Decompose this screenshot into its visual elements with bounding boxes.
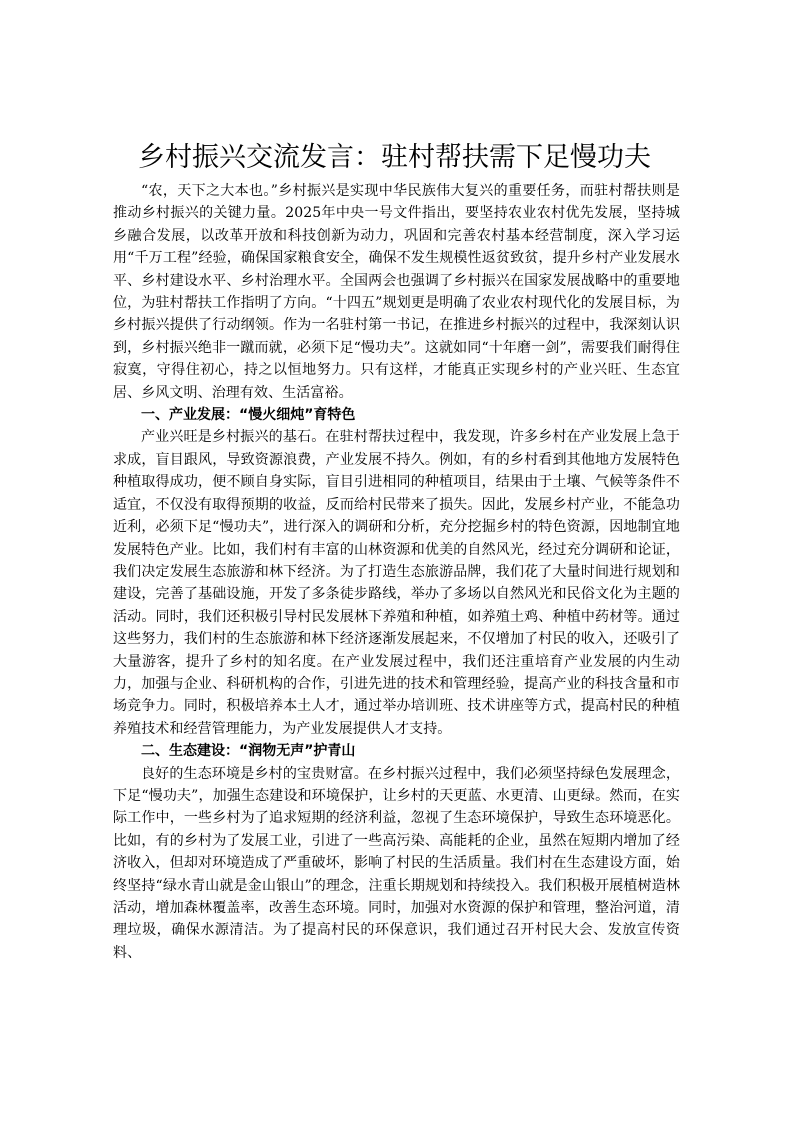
document-content xyxy=(113,140,680,964)
document-title: 乡村振兴交流发言：驻村帮扶需下足慢功夫 xyxy=(138,142,651,173)
section-heading-industry: 一、产业发展：“慢火细炖”育特色 xyxy=(141,407,356,424)
intro-paragraph: “农，天下之大本也。”乡村振兴是实现中华民族伟大复兴的重要任务，而驻村帮扶则是推动乡村振兴的关键力量。2025年中央一号文件指出，要坚持农业农村优先发展，坚持城乡融合发展，以改革开放和科技创新为动力，巩固和完善农村基本经营制度，深入学习运用“千万工程”经验，确保国家粮食安全，确保不发生规模性返贫致贫，提升乡村产业发展水平、乡村建设水平、乡村治理水平。全国两会也强调了乡村振兴在国家发展战略中的重要地位，为驻村帮扶工作指明了方向。“十四五”规划更是明确了农业农村现代化的发展目标，为乡村振兴提供了行动纲领。作为一名驻村第一书记，在推进乡村振兴的过程中，我深刻认识到，乡村振兴绝非一蹴而就，必须下足“慢功夫”。这就如同“十年磨一剑”，需要我们耐得住寂寞，守得住初心，持之以恒地努力。只有这样，才能真正实现乡村的产业兴旺、生态宜居、乡风文明、治理有效、生活富裕。 xyxy=(113,183,680,401)
section-heading-ecology: 二、生态建设：“润物无声”护青山 xyxy=(141,743,356,760)
section-body-industry: 产业兴旺是乡村振兴的基石。在驻村帮扶过程中，我发现，许多乡村在产业发展上急于求成，盲目跟风，导致资源浪费，产业发展不持久。例如，有的乡村看到其他地方发展特色种植取得成功，便不顾自身实际，盲目引进相同的种植项目，结果由于土壤、气候等条件不适宜，不仅没有取得预期的收益，反而给村民带来了损失。因此，发展乡村产业，不能急功近利，必须下足“慢功夫”，进行深入的调研和分析，充分挖掘乡村的特色资源，因地制宜地发展特色产业。比如，我们村有丰富的山林资源和优美的自然风光，经过充分调研和论证，我们决定发展生态旅游和林下经济。为了打造生态旅游品牌，我们花了大量时间进行规划和建设，完善了基础设施，开发了多条徒步路线，举办了多场以自然风光和民俗文化为主题的活动。同时，我们还积极引导村民发展林下养殖和种植，如养殖土鸡、种植中药材等。通过这些努力，我们村的生态旅游和林下经济逐渐发展起来，不仅增加了村民的收入，还吸引了大量游客，提升了乡村的知名度。在产业发展过程中，我们还注重培育产业发展的内生动力，加强与企业、科研机构的合作，引进先进的技术和管理经验，提高产业的科技含量和市场竞争力。同时，积极培养本土人才，通过举办培训班、技术讲座等方式，提高村民的种植养殖技术和经营管理能力，为产业发展提供人才支持。 xyxy=(113,429,680,737)
section-body-ecology: 良好的生态环境是乡村的宝贵财富。在乡村振兴过程中，我们必须坚持绿色发展理念，下足“慢功夫”，加强生态建设和环境保护，让乡村的天更蓝、水更清、山更绿。然而，在实际工作中，一些乡村为了追求短期的经济利益，忽视了生态环境保护，导致生态环境恶化。比如，有的乡村为了发展工业，引进了一些高污染、高能耗的企业，虽然在短期内增加了经济收入，但却对环境造成了严重破坏，影响了村民的生活质量。我们村在生态建设方面，始终坚持“绿水青山就是金山银山”的理念，注重长期规划和持续投入。我们积极开展植树造林活动，增加森林覆盖率，改善生态环境。同时，加强对水资源的保护和管理，整治河道，清理垃圾，确保水源清洁。为了提高村民的环保意识，我们通过召开村民大会、发放宣传资料、 xyxy=(113,765,680,961)
